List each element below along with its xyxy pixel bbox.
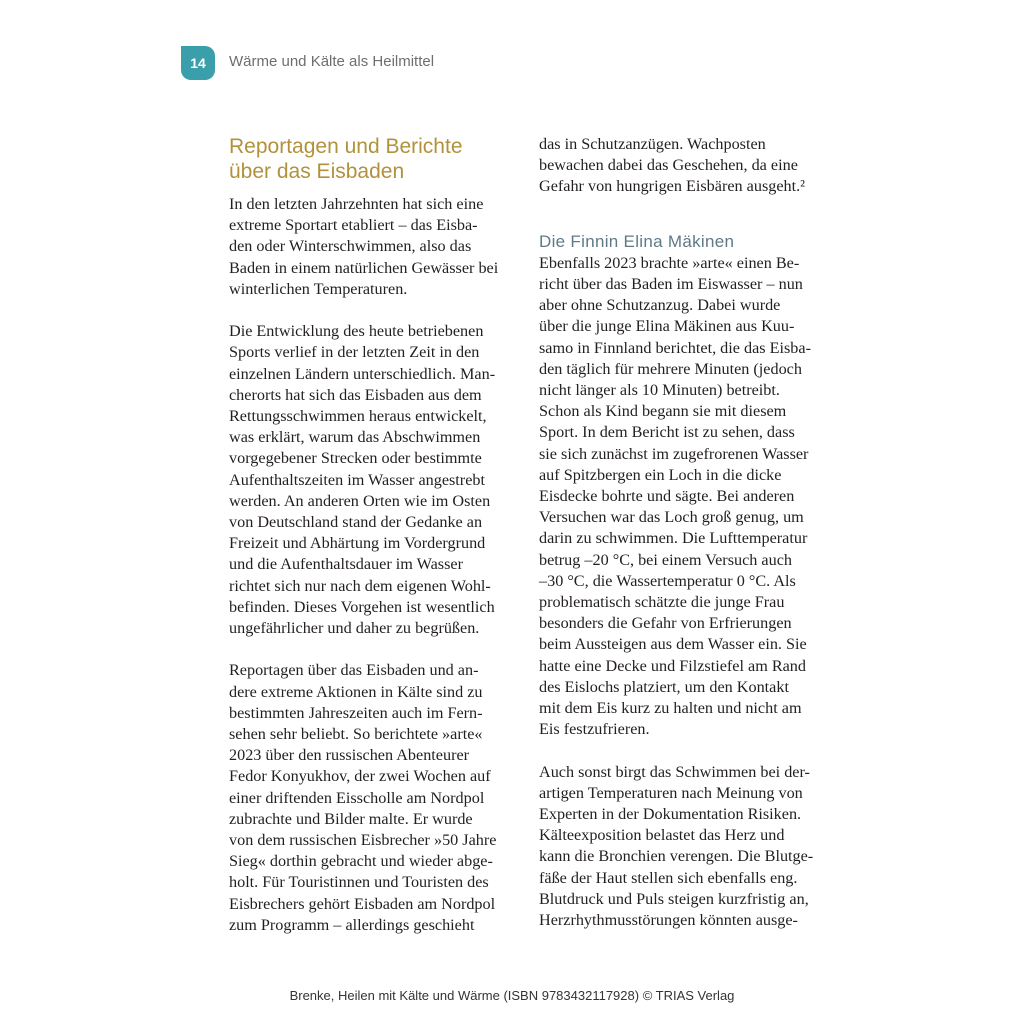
text-line: nicht länger als 10 Minuten) betreibt. <box>539 381 780 400</box>
text-line: einer driftenden Eisscholle am Nordpol <box>229 788 485 807</box>
text-line: Freizeit und Abhärtung im Vordergrund <box>229 534 486 553</box>
text-line: werden. An anderen Orten wie im Osten <box>229 491 491 510</box>
paragraph <box>539 762 829 932</box>
text-line: Ebenfalls 2023 brachte »arte« einen Be- <box>539 253 800 272</box>
text-line: fäße der Haut stellen sich ebenfalls eng. <box>539 868 798 887</box>
text-line: Reportagen über das Eisbaden und an- <box>229 661 479 680</box>
section-title-line: Reportagen und Berichte <box>229 135 463 158</box>
text-line: Sports verlief in der letzten Zeit in den <box>229 343 480 362</box>
text-line: zum Programm – allerdings geschieht <box>229 915 475 934</box>
text-line: In den letzten Jahrzehnten hat sich eine <box>229 195 484 213</box>
paragraph <box>229 321 529 639</box>
text-line: Sieg« dorthin gebracht und wieder abge- <box>229 852 493 871</box>
text-line: richtet sich nur nach dem eigenen Wohl- <box>229 576 491 595</box>
text-line: Eisbrechers gehört Eisbaden am Nordpol <box>229 894 496 913</box>
text-line: artigen Temperaturen nach Meinung von <box>539 783 803 802</box>
text-line: von Deutschland stand der Gedanke an <box>229 513 483 532</box>
text-line: Blutdruck und Puls steigen kurzfristig an, <box>539 889 809 908</box>
text-line: Eisdecke bohrte und sägte. Bei anderen <box>539 487 795 506</box>
text-line: Aufenthaltszeiten im Wasser angestrebt <box>229 470 485 489</box>
text-line: aber ohne Schutzanzug. Dabei wurde <box>539 296 781 315</box>
paragraph <box>229 194 529 300</box>
text-line: sehen sehr beliebt. So berichtete »arte« <box>229 725 483 744</box>
text-line: Sport. In dem Bericht ist zu sehen, dass <box>539 423 795 442</box>
text-line: Die Entwicklung des heute betriebenen <box>229 322 484 341</box>
text-line: besonders die Gefahr von Erfrierungen <box>539 614 792 633</box>
text-line: Rettungsschwimmen heraus entwickelt, <box>229 407 487 426</box>
text-line: –30 °C, die Wassertemperatur 0 °C. Als <box>539 571 796 590</box>
text-line: auf Spitzbergen ein Loch in die dicke <box>539 465 782 484</box>
text-line: cherorts hat sich das Eisbaden aus dem <box>229 385 482 404</box>
text-line: extreme Sportart etabliert – das Eisba- <box>229 216 478 235</box>
text-line: was erklärt, warum das Abschwimmen <box>229 428 481 447</box>
page-number: 14 <box>190 55 206 71</box>
page-number-tab <box>181 46 215 80</box>
text-line: mit dem Eis kurz zu halten und nicht am <box>539 699 802 718</box>
text-line: das in Schutzanzügen. Wachposten <box>539 135 766 153</box>
footer-citation: Brenke, Heilen mit Kälte und Wärme (ISBN 9783432117928) © TRIAS Verlag <box>289 988 735 1003</box>
text-line: winterlichen Temperaturen. <box>229 279 408 298</box>
text-line: dere extreme Aktionen in Kälte sind zu <box>229 682 483 701</box>
text-line: ungefährlicher und daher zu begrüßen. <box>229 619 480 638</box>
text-line: Fedor Konyukhov, der zwei Wochen auf <box>229 767 491 786</box>
text-line: den oder Winterschwimmen, also das <box>229 237 472 256</box>
text-line: richt über das Baden im Eiswasser – nun <box>539 275 803 293</box>
section-title-line: über das Eisbaden <box>229 160 405 183</box>
text-line: bestimmten Jahreszeiten auch im Fern- <box>229 703 483 722</box>
text-line: Gefahr von hungrigen Eisbären ausgeht.² <box>539 177 806 196</box>
text-line: befinden. Dieses Vorgehen ist wesentlich <box>229 597 495 616</box>
text-line: betrug –20 °C, bei einem Versuch auch <box>539 550 792 569</box>
text-line: 2023 über den russischen Abenteurer <box>229 746 470 765</box>
text-line: und die Aufenthaltsdauer im Wasser <box>229 555 463 574</box>
text-line: vorgegebener Strecken oder bestimmte <box>229 449 482 468</box>
running-head: Wärme und Kälte als Heilmittel <box>229 53 435 70</box>
text-line: holt. Für Touristinnen und Touristen des <box>229 873 489 892</box>
text-line: Herzrhythmusstörungen könnten ausge- <box>539 911 798 930</box>
paragraph <box>539 253 829 741</box>
text-line: Auch sonst birgt das Schwimmen bei der- <box>539 762 810 781</box>
text-line: darin zu schwimmen. Die Lufttemperatur <box>539 529 808 548</box>
text-line: zubrachte und Bilder malte. Er wurde <box>229 809 473 828</box>
section-title <box>229 134 529 184</box>
text-line: von dem russischen Eisbrecher »50 Jahre <box>229 831 497 850</box>
text-line: sie sich zunächst im zugefrorenen Wasser <box>539 444 809 463</box>
text-line: Schon als Kind begann sie mit diesem <box>539 402 787 421</box>
text-line: Versuchen war das Loch groß genug, um <box>539 508 804 527</box>
text-line: Baden in einem natürlichen Gewässer bei <box>229 258 499 277</box>
left-column <box>229 134 529 936</box>
subheading: Die Finnin Elina Mäkinen <box>539 231 735 251</box>
text-line: über die junge Elina Mäkinen aus Kuu- <box>539 317 795 336</box>
text-line: bewachen dabei das Geschehen, da eine <box>539 156 798 175</box>
text-line: samo in Finnland berichtet, die das Eisba- <box>539 338 811 357</box>
text-line: hatte eine Decke und Filzstiefel am Rand <box>539 656 806 675</box>
text-line: kann die Bronchien verengen. Die Blutge- <box>539 847 814 866</box>
text-line: Eis festzufrieren. <box>539 720 650 739</box>
text-line: den täglich für mehrere Minuten (jedoch <box>539 359 802 378</box>
paragraph <box>539 134 829 198</box>
text-line: problematisch schätzte die junge Frau <box>539 593 785 612</box>
text-line: Kälteexposition belastet das Herz und <box>539 826 785 845</box>
right-column <box>539 134 829 931</box>
text-line: beim Aussteigen aus dem Wasser ein. Sie <box>539 635 807 654</box>
paragraph <box>229 660 529 936</box>
text-line: einzelnen Ländern unterschiedlich. Man- <box>229 364 496 383</box>
text-line: des Eislochs platziert, um den Kontakt <box>539 677 789 696</box>
text-line: Experten in der Dokumentation Risiken. <box>539 805 802 824</box>
